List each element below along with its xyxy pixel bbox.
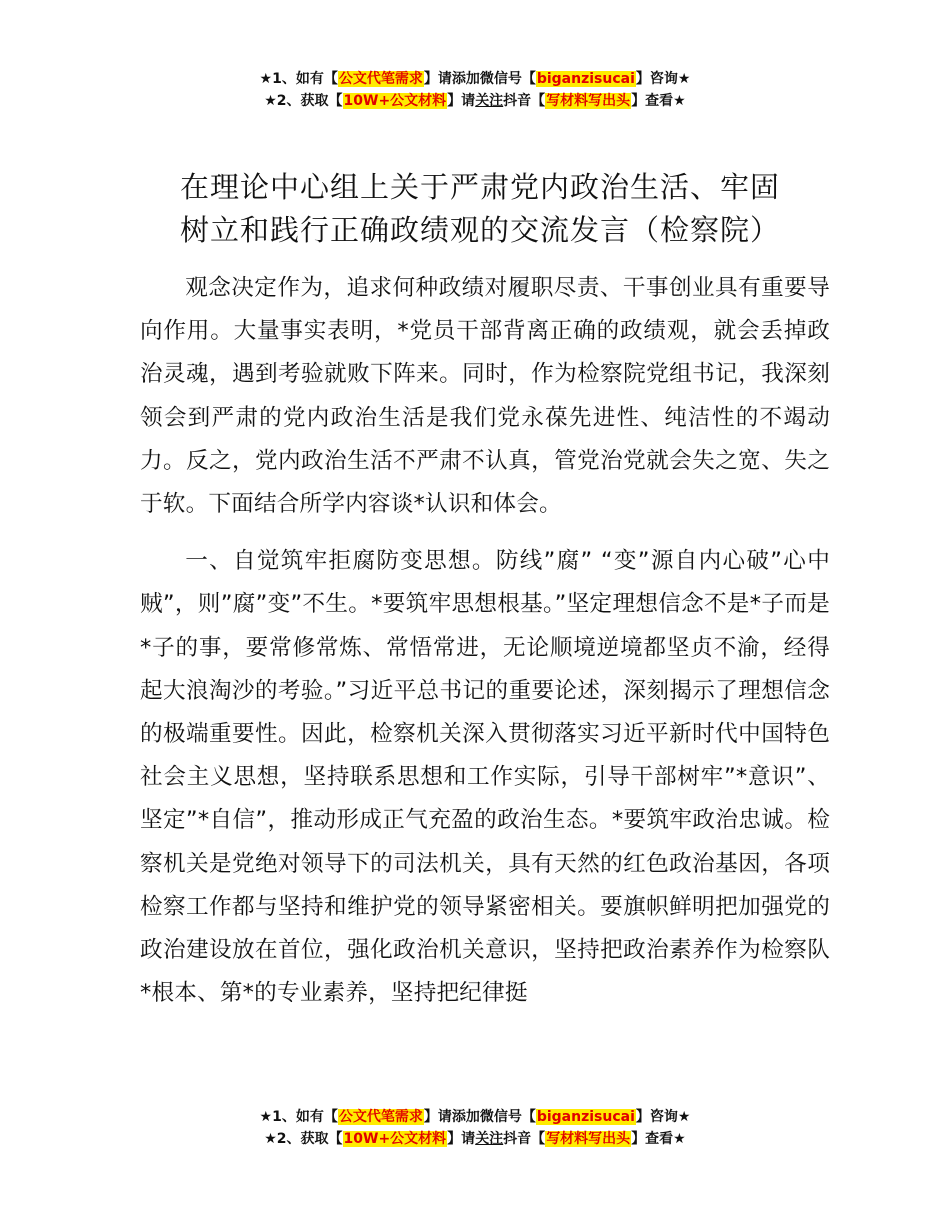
document-title bbox=[140, 166, 820, 252]
banner-text: 】查看★ bbox=[631, 1131, 686, 1147]
banner-highlight: 10W+公文材料 bbox=[343, 93, 447, 109]
banner-text: 】请添加微信号【 bbox=[423, 71, 536, 87]
title-line-2: 树立和践行正确政绩观的交流发言（检察院） bbox=[179, 213, 780, 247]
banner-highlight: 写材料写出头 bbox=[546, 1131, 631, 1147]
banner-text: 抖音【 bbox=[503, 1131, 546, 1147]
banner-underlined-text: 关注 bbox=[475, 1131, 504, 1147]
banner-highlight: biganzisucai bbox=[536, 71, 635, 87]
title-line-1: 在理论中心组上关于严肃党内政治生活、牢固 bbox=[179, 170, 780, 204]
banner-text: ★1、如有【 bbox=[259, 71, 338, 87]
banner-text: 】咨询★ bbox=[635, 1109, 691, 1125]
header-banner bbox=[0, 68, 950, 112]
banner-line-1 bbox=[0, 68, 950, 90]
body-paragraph-2: 一、自觉筑牢拒腐防变思想。防线”腐” “变”源自内心破”心中贼”，则”腐”变”不生。*要筑牢思想根基。”坚定理想信念不是*子而是*子的事，要常修常炼、常悟常进，无论顺境逆境都坚贞不渝，经得起大浪淘沙的考验。”习近平总书记的重要论述，深刻揭示了理想信念的极端重要性。因此，检察机关深入贯彻落实习近平新时代中国特色社会主义思想，坚持联系思想和工作实际，引导干部树牢”*意识”、坚定”*自信”，推动形成正气充盈的政治生态。*要筑牢政治忠诚。检察机关是党绝对领导下的司法机关，具有天然的红色政治基因，各项检察工作都与坚持和维护党的领导紧密相关。要旗帜鲜明把加强党的政治建设放在首位，强化政治机关意识，坚持把政治素养作为检察队*根本、第*的专业素养，坚持把纪律挺 bbox=[140, 548, 830, 1007]
document-body bbox=[140, 267, 830, 1015]
banner-highlight: biganzisucai bbox=[536, 1109, 635, 1125]
banner-text: ★2、获取【 bbox=[264, 93, 343, 109]
footer-banner bbox=[0, 1106, 950, 1150]
banner-text: 】请 bbox=[447, 93, 476, 109]
body-paragraph-1: 观念决定作为，追求何种政绩对履职尽责、干事创业具有重要导向作用。大量事实表明，*党员干部背离正确的政绩观，就会丢掉政治灵魂，遇到考验就败下阵来。同时，作为检察院党组书记，我深刻领会到严肃的党内政治生活是我们党永葆先进性、纯洁性的不竭动力。反之，党内政治生活不严肃不认真，管党治党就会失之宽、失之于软。下面结合所学内容谈*认识和体会。 bbox=[140, 275, 830, 518]
banner-highlight: 公文代笔需求 bbox=[338, 1109, 423, 1125]
banner-text: 】请 bbox=[447, 1131, 476, 1147]
banner-text: 】查看★ bbox=[631, 93, 686, 109]
banner-underlined-text: 关注 bbox=[475, 93, 504, 109]
banner-line-2 bbox=[0, 1128, 950, 1150]
banner-highlight: 公文代笔需求 bbox=[338, 71, 423, 87]
banner-text: ★1、如有【 bbox=[259, 1109, 338, 1125]
banner-highlight: 10W+公文材料 bbox=[343, 1131, 447, 1147]
banner-text: 抖音【 bbox=[503, 93, 546, 109]
banner-text: ★2、获取【 bbox=[264, 1131, 343, 1147]
banner-text: 】请添加微信号【 bbox=[423, 1109, 536, 1125]
banner-text: 】咨询★ bbox=[635, 71, 691, 87]
banner-line-2 bbox=[0, 90, 950, 112]
banner-highlight: 写材料写出头 bbox=[546, 93, 631, 109]
banner-line-1 bbox=[0, 1106, 950, 1128]
